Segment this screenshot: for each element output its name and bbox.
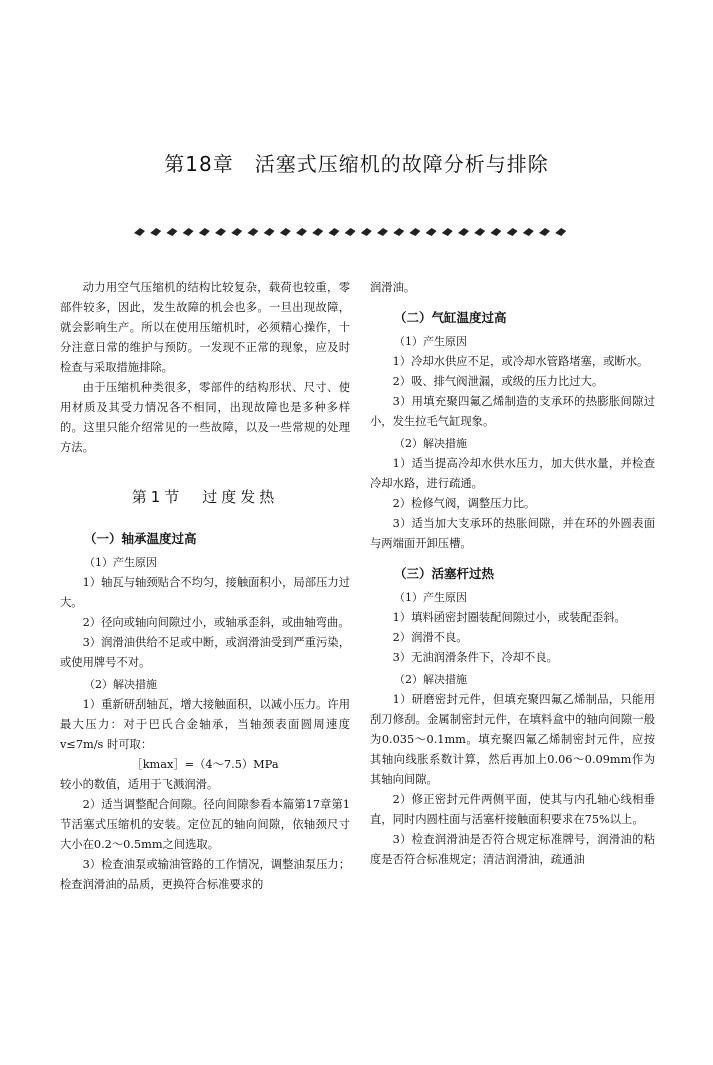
section-title: 第1节 过度发热 <box>131 488 279 506</box>
ornament-mark <box>247 228 258 236</box>
ornament-mark <box>328 228 339 236</box>
measure-item-2: 2）修正密封元件两侧平面，使其与内孔轴心线相垂直，同时内圆柱面与活塞杆接触面积要求在75%以上。 <box>370 793 655 826</box>
cause-item-3: 3）润滑油供给不足或中断，或润滑油受到严重污染，或使用牌号不对。 <box>60 636 350 669</box>
decorative-divider <box>130 224 570 240</box>
ornament-mark <box>166 228 177 236</box>
measure-heading: （2）解决措施 <box>84 678 157 691</box>
measure-item-1: 1）重新研刮轴瓦，增大接触面积，以减小压力。许用最大压力：对于巴氏合金轴承，当轴颈表面圆周速度 v≤7m/s 时可取： <box>60 698 350 751</box>
cause-item-1: 1）填料函密封圈装配间隙过小，或装配歪斜。 <box>392 611 626 624</box>
right-column <box>370 278 655 870</box>
measure-item-1: 1）研磨密封元件，但填充聚四氟乙烯制品，只能用刮刀修刮。金属制密封元件，在填料盒中的轴向间隙一般为0.035～0.1mm。填充聚四氟乙烯制密封元件，应按其轴向线胀系数计算，然后再加上0.06～0.09mm作为其轴向间隙。 <box>370 693 655 786</box>
ornament-mark <box>474 228 485 236</box>
continued-text: 润滑油。 <box>370 281 416 294</box>
ornament-mark <box>523 228 534 236</box>
cause-heading: （1）产生原因 <box>394 591 467 604</box>
ornament-mark <box>280 228 291 236</box>
ornament-mark <box>442 228 453 236</box>
ornament-mark <box>312 228 323 236</box>
ornament-mark <box>426 228 437 236</box>
cause-item-1: 1）冷却水供应不足，或冷却水管路堵塞，或断水。 <box>392 355 649 368</box>
ornament-mark <box>345 228 356 236</box>
ornament-mark <box>507 228 518 236</box>
ornament-mark <box>409 228 420 236</box>
ornament-mark <box>215 228 226 236</box>
ornament-mark <box>490 228 501 236</box>
ornament-mark <box>296 228 307 236</box>
cause-heading: （1）产生原因 <box>84 556 157 569</box>
measure-item-1: 1）适当提高冷却水供水压力，加大供水量，并检查冷却水路，进行疏通。 <box>370 457 655 490</box>
intro-paragraph-2: 由于压缩机种类很多，零部件的结构形状、尺寸、使用材质及其受力情况各不相同，出现故障也是多种多样的。这里只能介绍常见的一些故障，以及一些常规的处理方法。 <box>60 381 350 454</box>
cause-heading: （1）产生原因 <box>394 335 467 348</box>
subsection-piston-rod: （三）活塞杆过热 <box>394 566 495 581</box>
ornament-mark <box>134 228 145 236</box>
measure-item-1-end: 较小的数值，适用于飞溅润滑。 <box>60 778 219 791</box>
cause-item-2: 2）吸、排气阀泄漏，或级的压力比过大。 <box>392 375 604 388</box>
cause-item-1: 1）轴瓦与轴颈贴合不均匀，接触面积小，局部压力过大。 <box>60 576 350 609</box>
measure-heading: （2）解决措施 <box>394 673 467 686</box>
left-column <box>60 278 350 895</box>
intro-paragraph-1: 动力用空气压缩机的结构比较复杂，载荷也较重，零部件较多，因此，发生故障的机会也多。一旦出现故障，就会影响生产。所以在使用压缩机时，必须精心操作，十分注意日常的维护与预防。一发现不正常的现象，应及时检查与采取措施排除。 <box>60 281 350 374</box>
subsection-bearing-temp: （一）轴承温度过高 <box>84 531 197 546</box>
ornament-mark <box>377 228 388 236</box>
measure-item-3: 3）适当加大支承环的热胀间隙，并在环的外圆表面与两端面开卸压槽。 <box>370 517 655 550</box>
cause-item-2: 2）润滑不良。 <box>392 631 468 644</box>
cause-item-3: 3）无油润滑条件下，冷却不良。 <box>392 651 558 664</box>
ornament-mark <box>264 228 275 236</box>
ornament-mark <box>199 228 210 236</box>
chapter-title: 第18章 活塞式压缩机的故障分析与排除 <box>164 152 549 176</box>
ornament-mark <box>150 228 161 236</box>
measure-item-3: 3）检查润滑油是否符合规定标准牌号，润滑油的粘度是否符合标准规定；清洁润滑油，疏通油 <box>370 833 655 866</box>
ornament-mark <box>539 228 550 236</box>
subsection-cylinder-temp: （二）气缸温度过高 <box>394 310 507 325</box>
ornament-mark <box>361 228 372 236</box>
ornament-mark <box>458 228 469 236</box>
cause-item-3: 3）用填充聚四氟乙烯制造的支承环的热膨胀间隙过小，发生拉毛气缸现象。 <box>370 395 655 428</box>
measure-item-2: 2）适当调整配合间隙。径向间隙参看本篇第17章第1节活塞式压缩机的安装。定位瓦的轴向间隙，依轴颈尺寸大小在0.2～0.5mm之间选取。 <box>60 798 350 851</box>
cause-item-2: 2）径向或轴向间隙过小，或轴承歪斜，或曲轴弯曲。 <box>82 616 350 629</box>
pressure-formula: ［kmax］=（4～7.5）MPa <box>131 758 279 771</box>
ornament-mark <box>393 228 404 236</box>
ornament-mark <box>231 228 242 236</box>
ornament-mark <box>555 228 566 236</box>
measure-heading: （2）解决措施 <box>394 437 467 450</box>
measure-item-2: 2）检修气阀，调整压力比。 <box>392 497 536 510</box>
ornament-mark <box>183 228 194 236</box>
measure-item-3: 3）检查油泵或输油管路的工作情况，调整油泵压力；检查润滑油的品质，更换符合标准要求的 <box>60 858 350 891</box>
